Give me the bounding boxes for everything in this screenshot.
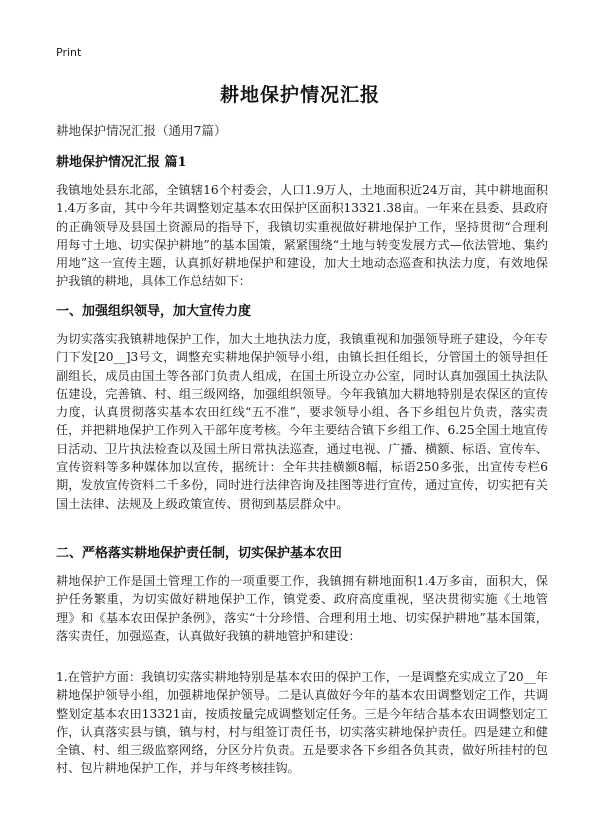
section-2-item-1-paragraph: 1.在管护方面：我镇切实落实耕地特别是基本农田的保护工作，一是调整充实成立了20__年耕地保护领导小组，加强耕地保护领导。二是认真做好今年的基本农田调整划定工作，共调整划定基本农田13321亩，按质按量完成调整划定任务。三是今年结合基本农田调整划定工作，认真落实县与镇，镇与村，村与组签订责任书，切实落实耕地保护责任。四是建立和健全镇、村、组三级监察网络，分区分片负责。五是要求各下乡组各负其责，做好所挂村的包村、包片耕地保护工作，并与年终考核挂钩。 [56,670,548,776]
article-heading: 耕地保护情况汇报 篇1 [56,155,187,170]
document-subtitle: 耕地保护情况汇报（通用7篇） [56,123,227,138]
intro-paragraph: 我镇地处县东北部，全镇辖16个村委会，人口1.9万人，土地面积近24万亩，其中耕地面积1.4万多亩，其中今年共调整划定基本农田保护区面积13321.38亩。一年来在县委、县政府的正确领导及县国土资源局的指导下，我镇切实重视做好耕地保护工作，坚持贯彻“合理利用每寸土地、切实保护耕地”的基本国策，紧紧围绕“土地与转变发展方式—依法管地、集约用地”这一宣传主题，认真抓好耕地保护和建设，加大土地动态巡查和执法力度，有效地保护我镇的耕地，具体工作总结如下： [56,183,548,289]
section-heading-2: 二、严格落实耕地保护责任制，切实保护基本农田 [56,546,343,561]
section-2-paragraph: 耕地保护工作是国土管理工作的一项重要工作，我镇拥有耕地面积1.4万多亩，面积大，保护任务繁重，为切实做好耕地保护工作，镇党委、政府高度重视，坚决贯彻实施《土地管理》和《基本农田保护条例》，落实“十分珍惜、合理利用土地、切实保护耕地”基本国策，落实责任，加强巡查，认真做好我镇的耕地管护和建设： [56,574,548,643]
section-1-paragraph: 为切实落实我镇耕地保护工作，加大土地执法力度，我镇重视和加强领导班子建设，今年专门下发[20__]3号文，调整充实耕地保护领导小组，由镇长担任组长，分管国土的领导担任副组长，成员由国土等各部门负责人组成，在国土所设立办公室，同时认真加强国土执法队伍建设，完善镇、村、组三级网络，加强组织领导。今年我镇加大耕地特别是农保区的宣传力度，认真贯彻落实基本农田红线“五不准”，要求领导小组、各下乡组包片负责，落实责任，并把耕地保护工作列入干部年度考核。今年主要结合镇下乡组工作、6.25全国土地宣传日活动、卫片执法检查以及国土所日常执法巡查，通过电视、广播、横额、标语、宣传车、宣传资料等多种媒体加以宣传，据统计：全年共挂横额8幅，标语250多张，出宣传专栏6期，发放宣传资料二千多份，同时进行法律咨询及挂图等进行宣传，通过宣传，切实把有关国土法律、法规及上级政策宣传、贯彻到基层群众中。 [56,332,548,511]
section-heading-1: 一、加强组织领导，加大宣传力度 [56,304,252,319]
print-label[interactable]: Print [56,46,82,59]
page-title: 耕地保护情况汇报 [219,84,380,106]
